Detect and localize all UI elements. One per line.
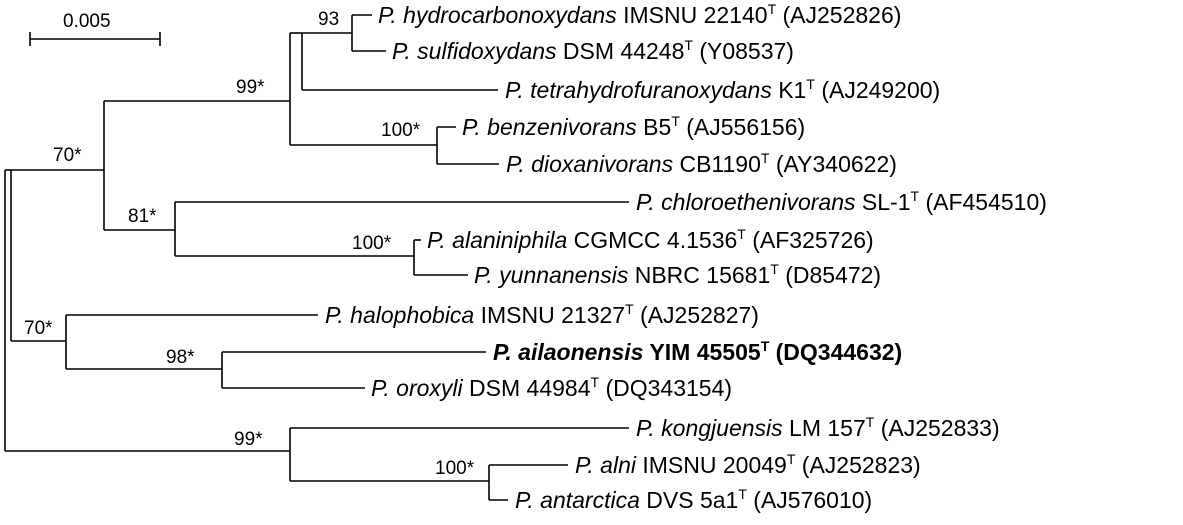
taxon-label-antarctica: P. antarctica DVS $5a1^T$ (AJ576010)	[515, 486, 873, 513]
taxon-label-benzenivorans: P. benzenivorans $B5^T$ (AJ556156)	[462, 113, 806, 140]
taxon-label-chloroethenivorans: P. chloroethenivorans $SL-1^T$ (AF454510)	[636, 188, 1047, 215]
taxon-label-dioxanivorans: P. dioxanivorans $CB1190^T$ (AY340622)	[506, 150, 897, 177]
taxon-label-sulfidoxydans: P. sulfidoxydans DSM $44248^T$ (Y08537)	[392, 37, 794, 64]
taxon-label-tetrahydrofuranoxydans: P. tetrahydrofuranoxydans $K1^T$ (AJ249200)	[505, 76, 941, 103]
bootstrap-value: 99*	[234, 429, 263, 450]
taxon-label-halophobica: P. halophobica IMSNU $21327^T$ (AJ252827)	[325, 301, 759, 328]
bootstrap-value: 98*	[166, 347, 195, 368]
taxon-label-hydrocarbonoxydans: P. hydrocarbonoxydans IMSNU $22140^T$ (AJ252826)	[378, 1, 902, 28]
bootstrap-value: 99*	[236, 77, 265, 98]
taxon-label-alaniniphila: P. alaniniphila CGMCC $4.1536^T$ (AF325726)	[427, 226, 874, 253]
taxon-label-kongjuensis: P. kongjuensis LM $157^T$ (AJ252833)	[636, 414, 1000, 441]
scale-bar-label: 0.005	[63, 11, 111, 32]
bootstrap-value: 100*	[435, 458, 475, 479]
taxon-label-alni: P. alni IMSNU $20049^T$ (AJ252823)	[575, 451, 921, 478]
bootstrap-value: 81*	[128, 206, 157, 227]
taxon-label-ailaonensis: P. ailaonensis YIM $45505^T$ (DQ344632)	[493, 338, 903, 365]
bootstrap-value: 100*	[381, 120, 421, 141]
bootstrap-value: 70*	[53, 145, 82, 166]
taxon-label-oroxyli: P. oroxyli DSM $44984^T$ (DQ343154)	[371, 374, 733, 401]
bootstrap-value: 70*	[24, 318, 53, 339]
bootstrap-value: 100*	[352, 233, 392, 254]
bootstrap-value: 93	[318, 9, 340, 30]
taxon-label-yunnanensis: P. yunnanensis NBRC $15681^T$ (D85472)	[474, 261, 882, 288]
